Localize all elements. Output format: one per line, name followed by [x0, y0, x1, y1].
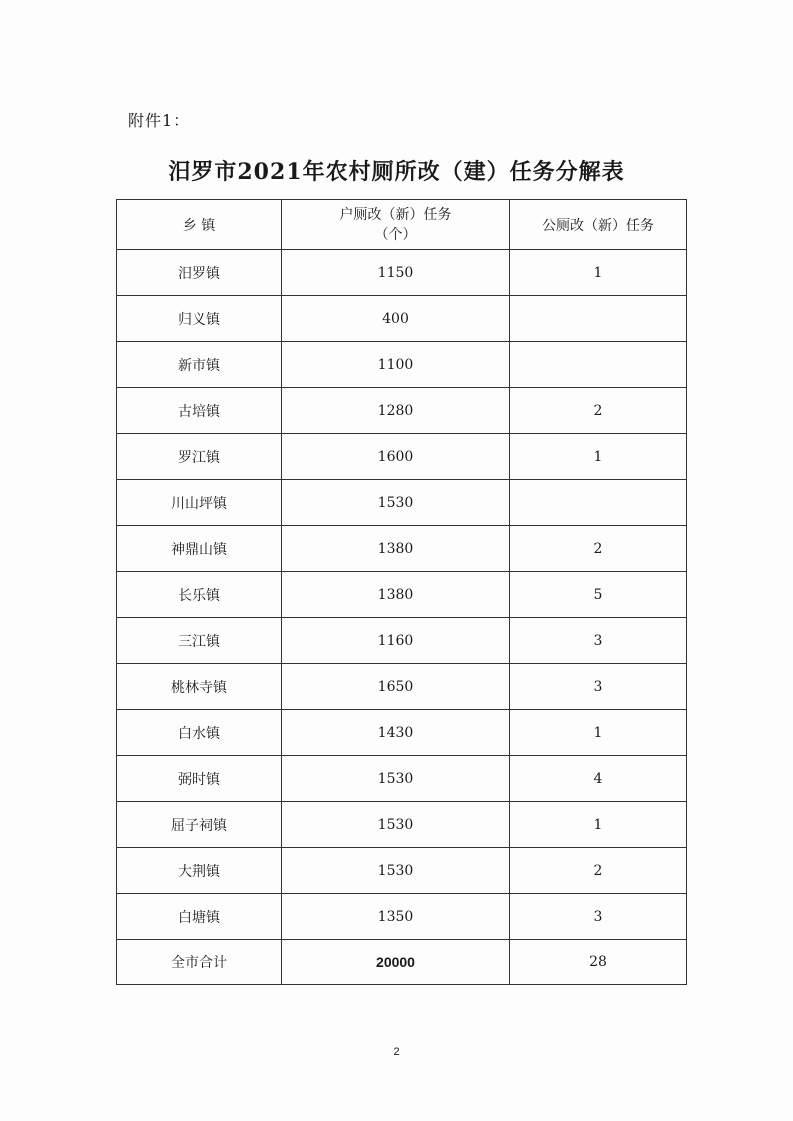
table-row	[117, 756, 687, 802]
cell-household: 1530	[282, 802, 510, 848]
table-row	[117, 572, 687, 618]
table-row	[117, 848, 687, 894]
table-row	[117, 388, 687, 434]
cell-household: 1380	[282, 572, 510, 618]
table-row	[117, 480, 687, 526]
table-row	[117, 526, 687, 572]
table-row	[117, 618, 687, 664]
cell-town: 神鼎山镇	[117, 526, 282, 572]
document-title: 汨罗市2021年农村厕所改（建）任务分解表	[168, 159, 625, 185]
cell-household: 1380	[282, 526, 510, 572]
cell-town: 白塘镇	[117, 894, 282, 940]
cell-public	[510, 480, 687, 526]
cell-town: 长乐镇	[117, 572, 282, 618]
cell-public: 2	[510, 388, 687, 434]
total-household: 20000	[282, 940, 510, 985]
cell-household: 1650	[282, 664, 510, 710]
cell-town: 新市镇	[117, 342, 282, 388]
cell-household: 1530	[282, 480, 510, 526]
cell-town: 三江镇	[117, 618, 282, 664]
cell-public: 3	[510, 664, 687, 710]
total-town: 全市合计	[117, 940, 282, 985]
page-number: 2	[393, 1046, 400, 1058]
table-total-row	[117, 940, 687, 985]
cell-public	[510, 342, 687, 388]
cell-town: 川山坪镇	[117, 480, 282, 526]
cell-household: 1430	[282, 710, 510, 756]
cell-public: 2	[510, 526, 687, 572]
cell-public: 1	[510, 802, 687, 848]
table-row	[117, 296, 687, 342]
cell-town: 桃林寺镇	[117, 664, 282, 710]
cell-public: 1	[510, 250, 687, 296]
header-household-line2: （个）	[374, 226, 417, 243]
table-row	[117, 710, 687, 756]
cell-public	[510, 296, 687, 342]
table-row	[117, 664, 687, 710]
header-household-line1: 户厕改（新）任务	[339, 206, 452, 223]
cell-town: 罗江镇	[117, 434, 282, 480]
cell-household: 1600	[282, 434, 510, 480]
cell-household: 1280	[282, 388, 510, 434]
cell-public: 5	[510, 572, 687, 618]
header-town: 乡 镇	[117, 200, 282, 250]
cell-public: 3	[510, 618, 687, 664]
cell-town: 汨罗镇	[117, 250, 282, 296]
task-table	[116, 199, 687, 985]
cell-household: 1150	[282, 250, 510, 296]
table-row	[117, 250, 687, 296]
cell-household: 1530	[282, 848, 510, 894]
cell-town: 归义镇	[117, 296, 282, 342]
table-row	[117, 434, 687, 480]
cell-town: 屈子祠镇	[117, 802, 282, 848]
cell-public: 2	[510, 848, 687, 894]
header-household	[282, 200, 510, 250]
table-row	[117, 342, 687, 388]
cell-public: 3	[510, 894, 687, 940]
table-body	[117, 250, 687, 940]
cell-household: 1350	[282, 894, 510, 940]
table-row	[117, 894, 687, 940]
cell-town: 弼时镇	[117, 756, 282, 802]
cell-town: 古培镇	[117, 388, 282, 434]
attachment-label: 附件1：	[128, 111, 191, 130]
cell-public: 1	[510, 710, 687, 756]
table-row	[117, 802, 687, 848]
total-public: 28	[510, 940, 687, 985]
cell-household: 1100	[282, 342, 510, 388]
cell-public: 4	[510, 756, 687, 802]
table-header-row	[117, 200, 687, 250]
cell-household: 1530	[282, 756, 510, 802]
cell-public: 1	[510, 434, 687, 480]
cell-town: 大荆镇	[117, 848, 282, 894]
header-public: 公厕改（新）任务	[510, 200, 687, 250]
cell-town: 白水镇	[117, 710, 282, 756]
cell-household: 1160	[282, 618, 510, 664]
cell-household: 400	[282, 296, 510, 342]
